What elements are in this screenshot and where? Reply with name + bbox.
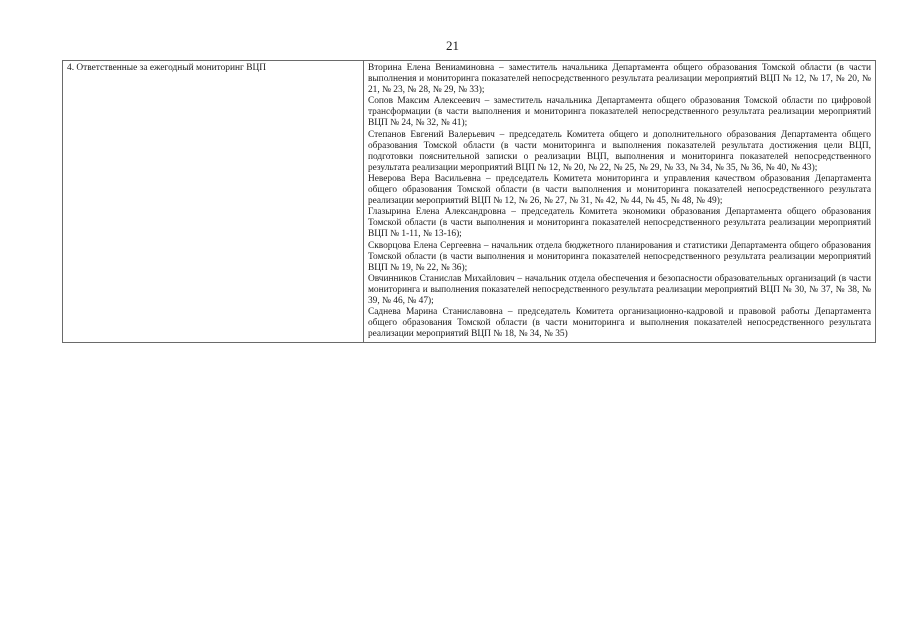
- responsible-list-cell: [363, 61, 875, 343]
- responsible-entry: Глазырина Елена Александровна – председатель Комитета экономики образования Департамента общего образования Томской области (в части выполнения и мониторинга показателей непосредственного результата реализации мероприятий ВЦП № 1-11, № 13-16);: [367, 207, 871, 240]
- responsible-entry: Неверова Вера Васильевна – председатель Комитета мониторинга и управления качеством образования Департамента общего образования Томской области (в части выполнения и мониторинга показателей непосредственного результата реализации мероприятий ВЦП № 12, № 26, № 27, № 31, № 42, № 44, № 45, № 48, № 49);: [367, 173, 871, 207]
- responsible-entry: Овчинников Станислав Михайлович – начальник отдела обеспечения и безопасности образовательных организаций (в части мониторинга и выполнения показателей непосредственного результата реализации мероприятий ВЦП № 30, № 37, № 38, № 39, № 46, № 47);: [367, 273, 871, 306]
- responsible-entry: Сопов Максим Алексеевич – заместитель начальника Департамента общего образования Томской области по цифровой трансформации (в части выполнения и мониторинга показателей непосредственного результата реализации мероприятий ВЦП № 24, № 32, № 41);: [367, 96, 871, 129]
- page-number: 21: [446, 38, 459, 53]
- row-label-cell: 4. Ответственные за ежегодный мониторинг ВЦП: [63, 61, 364, 343]
- responsibility-table: [62, 60, 876, 343]
- table-row: [63, 61, 876, 343]
- responsible-entry: Саднева Марина Станиславовна – председатель Комитета организационно-кадровой и правовой работы Департамента общего образования Томской области (в части мониторинга и выполнения показателей непосредственного результата реализации мероприятий ВЦП № 18, № 34, № 35): [367, 307, 871, 340]
- responsible-entry: Степанов Евгений Валерьевич – председатель Комитета общего и дополнительного образования Департамента общего образования Томской области (в части мониторинга и выполнения показателей результата достижения цели ВЦП, подготовки пояснительной записки о реализации ВЦП, выполнения и мониторинга показателей непосредственного результата реализации мероприятий ВЦП № 12, № 20, № 22, № 25, № 29, № 33, № 34, № 35, № 36, № 40, № 43);: [367, 129, 871, 173]
- responsible-entry: Вторина Елена Вениаминовна – заместитель начальника Департамента общего образования Томской области (в части выполнения и мониторинга показателей непосредственного результата реализации мероприятий ВЦП № 12, № 17, № 20, № 21, № 23, № 28, № 29, № 33);: [367, 63, 871, 96]
- responsible-entry: Скворцова Елена Сергеевна – начальник отдела бюджетного планирования и статистики Департамента общего образования Томской области (в части выполнения и мониторинга показателей непосредственного результата реализации мероприятий ВЦП № 19, № 22, № 36);: [367, 240, 871, 273]
